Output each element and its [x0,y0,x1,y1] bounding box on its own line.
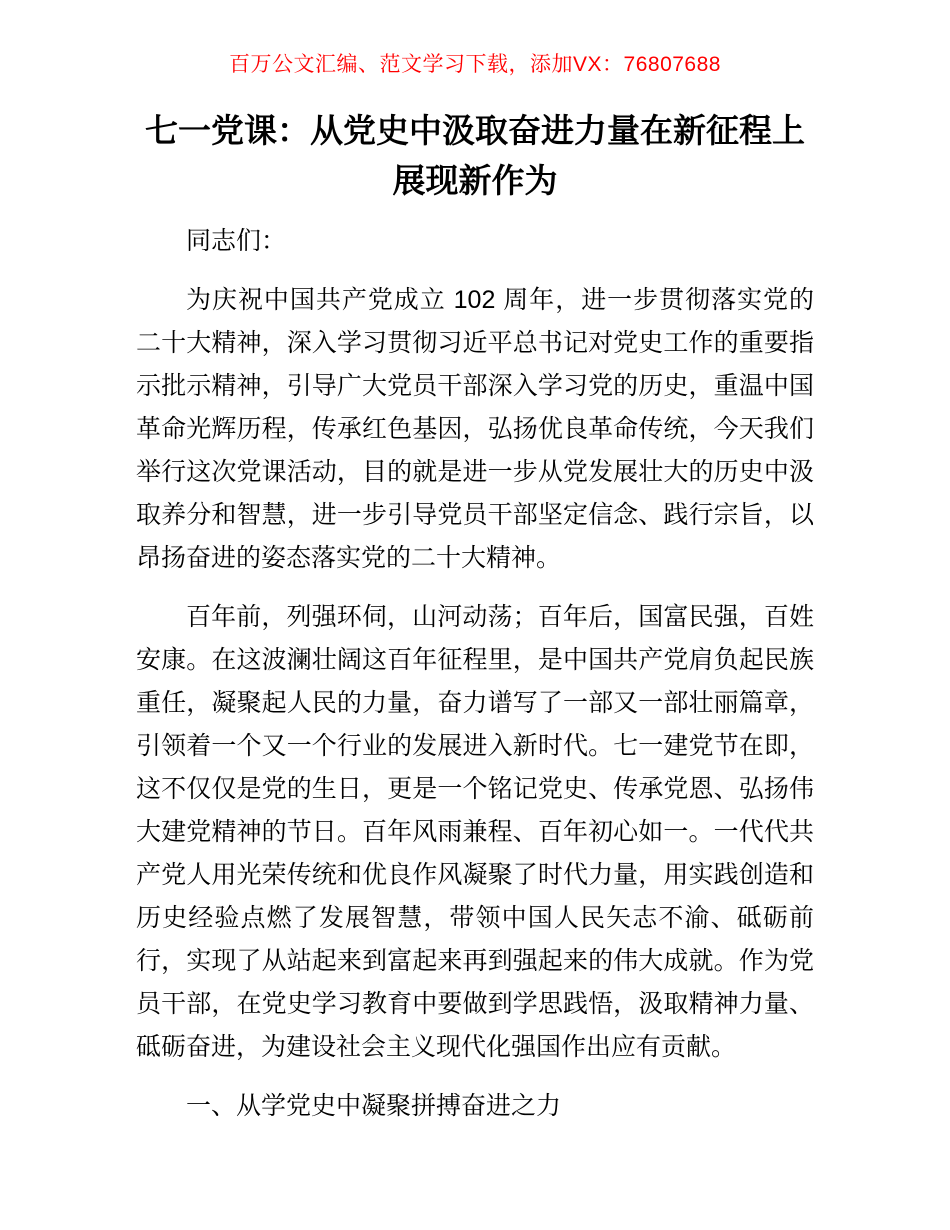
body-paragraph-2: 百年前，列强环伺，山河动荡；百年后，国富民强，百姓安康。在这波澜壮阔这百年征程里，是中国共产党肩负起民族重任，凝聚起人民的力量，奋力谱写了一部又一部壮丽篇章，引领着一个又一个行业的发展进入新时代。七一建党节在即，这不仅仅是党的生日，更是一个铭记党史、传承党恩、弘扬伟大建党精神的节日。百年风雨兼程、百年初心如一。一代代共产党人用光荣传统和优良作风凝聚了时代力量，用实践创造和历史经验点燃了发展智慧，带领中国人民矢志不渝、砥砺前行，实现了从站起来到富起来再到强起来的伟大成就。作为党员干部，在党史学习教育中要做到学思践悟，汲取精神力量、砥砺奋进，为建设社会主义现代化强国作出应有贡献。 [136,603,814,1061]
document-body [136,220,814,1128]
section-heading-1: 一、从学党史中凝聚拼搏奋进之力 [186,1092,562,1120]
document-title: 七一党课：从党史中汲取奋进力量在新征程上展现新作为 [145,112,805,199]
body-paragraph-1: 为庆祝中国共产党成立 102 周年，进一步贯彻落实党的二十大精神，深入学习贯彻习近平总书记对党史工作的重要指示批示精神，引导广大党员干部深入学习党的历史，重温中国革命光辉历程，传承红色基因，弘扬优良革命传统，今天我们举行这次党课活动，目的就是进一步从党发展壮大的历史中汲取养分和智慧，进一步引导党员干部坚定信念、践行宗旨，以昂扬奋进的姿态落实党的二十大精神。 [136,286,814,572]
promo-banner: 百万公文汇编、范文学习下载，添加VX：76807688 [229,53,721,76]
salutation-paragraph: 同志们： [186,227,287,255]
